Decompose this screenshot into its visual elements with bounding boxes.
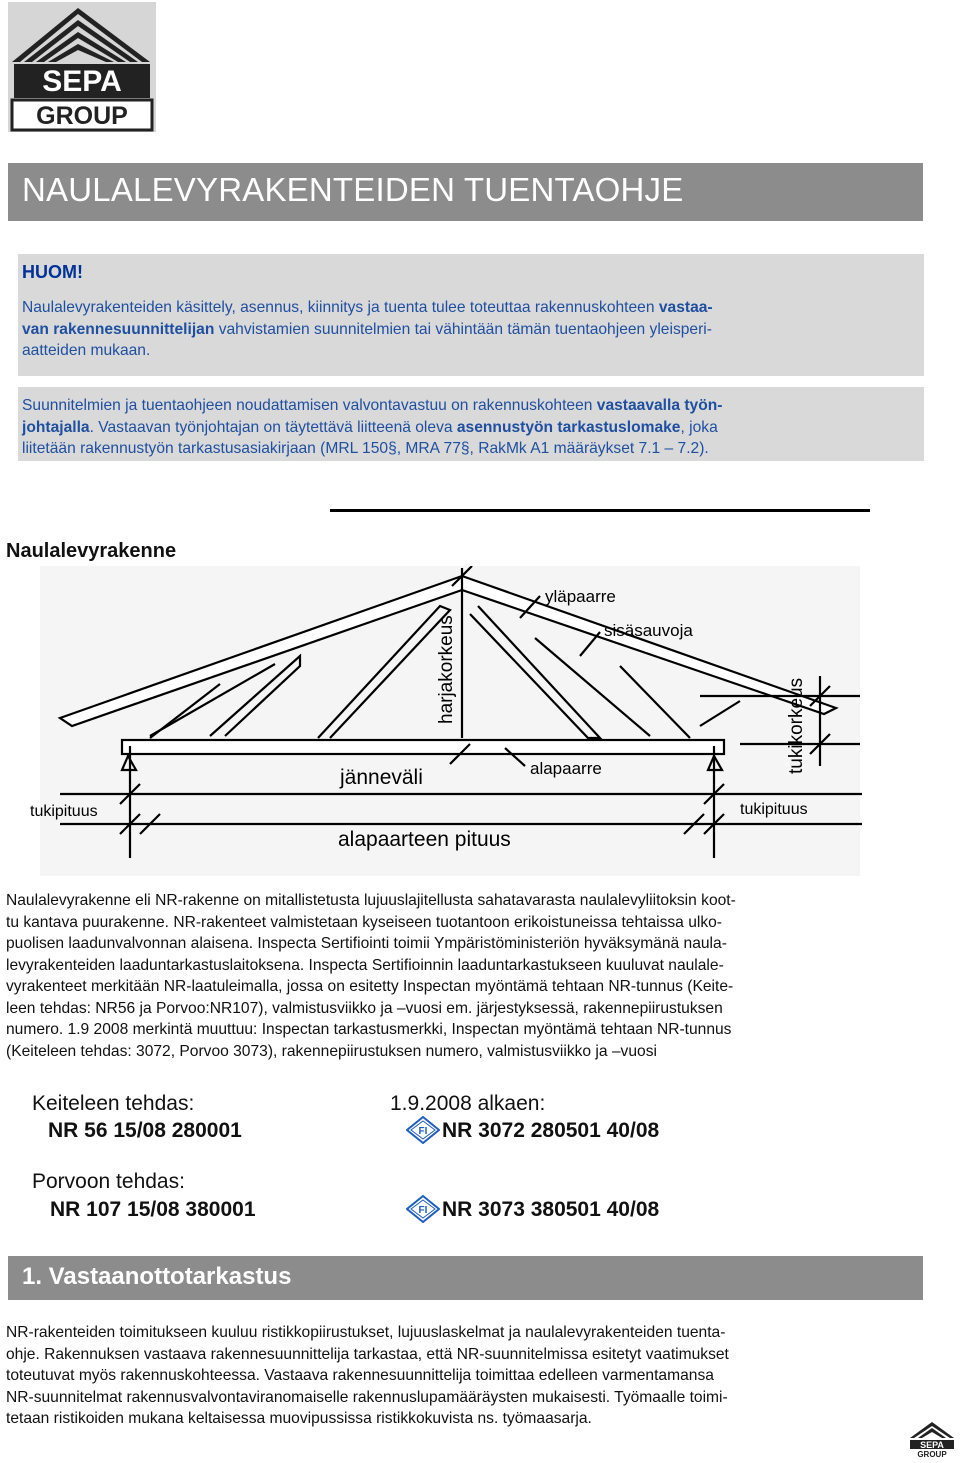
text-run: , joka xyxy=(680,418,718,436)
fi-mark-text: FI xyxy=(418,1205,428,1216)
sepa-group-logo xyxy=(8,2,156,132)
label-sisasauvoja: sisäsauvoja xyxy=(604,621,693,640)
body-line: vyrakenteet merkitään NR-laatuleimalla, jossa on esitetty Inspectan myöntämä tehtaan NR-tunnus (Keite- xyxy=(6,978,734,995)
section-1-line: ohje. Rakennuksen vastaava rakennesuunnittelija tarkastaa, että NR-suunnitelmissa esitetyt vaatimukset xyxy=(6,1345,729,1363)
title-bar xyxy=(8,163,923,221)
notice-line xyxy=(22,319,902,341)
footer-logo-group-text: GROUP xyxy=(917,1450,947,1458)
inspecta-fi-mark-icon xyxy=(406,1195,440,1223)
footer-roof-icon xyxy=(908,1420,956,1458)
body-line: tu kantava puurakenne. NR-rakenteet valmistetaan kyseiseen tuotantoon erikoistuneissa tehtaissa ulko- xyxy=(6,913,722,931)
notice-line xyxy=(22,395,902,417)
keitele-code: NR 56 15/08 280001 xyxy=(48,1119,242,1142)
label-tukipituus-right: tukipituus xyxy=(740,801,808,818)
section-1-line: NR-rakenteiden toimitukseen kuuluu ristikkopiirustukset, lujuuslaskelmat ja naulalevyrakenteiden tuenta- xyxy=(6,1324,726,1341)
text-run: . Vastaavan työnjohtajan on täytettävä liitteenä oleva xyxy=(89,418,457,436)
section-1-title: 1. Vastaanottotarkastus xyxy=(22,1263,292,1290)
body-line: (Keiteleen tehdas: 3072, Porvoo 3073), rakennepiirustuksen numero, valmistusviikko ja –vuosi xyxy=(6,1042,657,1060)
text-run: aatteiden mukaan. xyxy=(22,342,151,359)
footer-logo-sepa-text: SEPA xyxy=(920,1440,944,1450)
body-line: levyrakenteiden laaduntarkastuslaitoksena. Inspecta Sertifioinnin laaduntarkastukseen kuuluvat naulale- xyxy=(6,956,724,974)
notice-line xyxy=(22,438,902,460)
section-1-line: NR-suunnitelmat rakennusvalvontaviranomaiselle rakennuslupamääräysten mukaisesti. Työmaalle toimi- xyxy=(6,1388,728,1406)
section-heading: Naulalevyrakenne xyxy=(6,540,177,562)
keitele-new-code: NR 3072 280501 40/08 xyxy=(442,1119,660,1142)
keitele-label: Keiteleen tehdas: xyxy=(32,1092,195,1115)
body-line: Naulalevyrakenne eli NR-rakenne on mitallistetusta lujuuslajitellusta sahatavarasta naulalevyliitoksin koot- xyxy=(6,892,736,909)
label-harjakorkeus: harjakorkeus xyxy=(436,615,457,724)
text-run: liitetään rakennustyön tarkastusasiakirjaan (MRL 150§, MRA 77§, RakMk A1 määräykset 7.1 – 7.2). xyxy=(22,440,709,457)
label-alapaarre: alapaarre xyxy=(530,759,602,778)
label-ylapaarre: yläpaarre xyxy=(545,587,616,606)
bold-text-run: johtajalla xyxy=(22,418,90,436)
body-line: leen tehdas: NR56 ja Porvoo:NR107), valmistusviikko ja –vuosi em. järjestyksessä, rakennepiirustuksen xyxy=(6,999,723,1017)
notice-heading: HUOM! xyxy=(22,262,83,282)
label-tukipituus-left: tukipituus xyxy=(30,803,98,820)
text-run: Suunnitelmien ja tuentaohjeen noudattamisen valvontavastuu on rakennuskohteen xyxy=(22,397,597,414)
body-line: numero. 1.9 2008 merkintä muuttuu: Inspectan tarkastusmerkki, Inspectan myöntämä tehtaan NR-tunnus xyxy=(6,1021,732,1038)
section-1-bar xyxy=(8,1256,923,1300)
bold-text-run: van rakennesuunnittelijan xyxy=(22,320,215,338)
label-jannevali: jänneväli xyxy=(340,766,423,789)
bold-text-run: vastaavalla työn- xyxy=(596,397,723,414)
from-date-label: 1.9.2008 alkaen: xyxy=(390,1092,546,1115)
bold-text-run: vastaa- xyxy=(658,299,713,316)
notice-line xyxy=(22,417,902,439)
notice-line xyxy=(22,340,902,362)
section-1-line: toteutuvat myös rakennuskohteessa. Vastaava rakennesuunnittelija toimittaa edelleen varmentamansa xyxy=(6,1367,714,1384)
roof-stripes-icon xyxy=(8,2,156,132)
label-tukikorkeus: tukikorkeus xyxy=(786,677,807,774)
porvoo-label: Porvoon tehdas: xyxy=(32,1170,185,1193)
bold-text-run: asennustyön tarkastuslomake xyxy=(456,418,681,436)
notice-line xyxy=(22,297,902,319)
porvoo-new-code: NR 3073 380501 40/08 xyxy=(442,1198,660,1221)
body-line: puolisen laadunvalvonnan alaisena. Inspecta Sertifiointi toimii Ympäristöministeriön hyväksymänä naula- xyxy=(6,935,727,952)
divider xyxy=(330,509,870,512)
logo-group-text: GROUP xyxy=(36,102,128,130)
text-run: vahvistamien suunnitelmien tai vähintään tämän tuentaohjeen yleisperi- xyxy=(214,320,712,338)
footer-logo xyxy=(908,1420,956,1458)
porvoo-code: NR 107 15/08 380001 xyxy=(50,1198,256,1221)
section-1-paragraph xyxy=(6,1322,868,1430)
body-paragraph xyxy=(6,890,868,1062)
section-1-line: tetaan ristikoiden mukana keltaisessa muovipussissa ristikkokuvista ns. työmaasarja. xyxy=(6,1410,592,1427)
notice-paragraph-1 xyxy=(22,297,902,362)
logo-sepa-text: SEPA xyxy=(42,65,122,98)
page-title: NAULALEVYRAKENTEIDEN TUENTAOHJE xyxy=(22,171,684,208)
label-alapaarteen-pituus: alapaarteen pituus xyxy=(338,828,511,851)
text-run: Naulalevyrakenteiden käsittely, asennus, kiinnitys ja tuenta tulee toteuttaa rakennuskohteen xyxy=(22,299,659,316)
notice-paragraph-2 xyxy=(22,395,902,460)
inspecta-fi-mark-icon xyxy=(406,1116,440,1144)
truss-diagram xyxy=(0,566,890,876)
fi-mark-text: FI xyxy=(418,1126,428,1137)
